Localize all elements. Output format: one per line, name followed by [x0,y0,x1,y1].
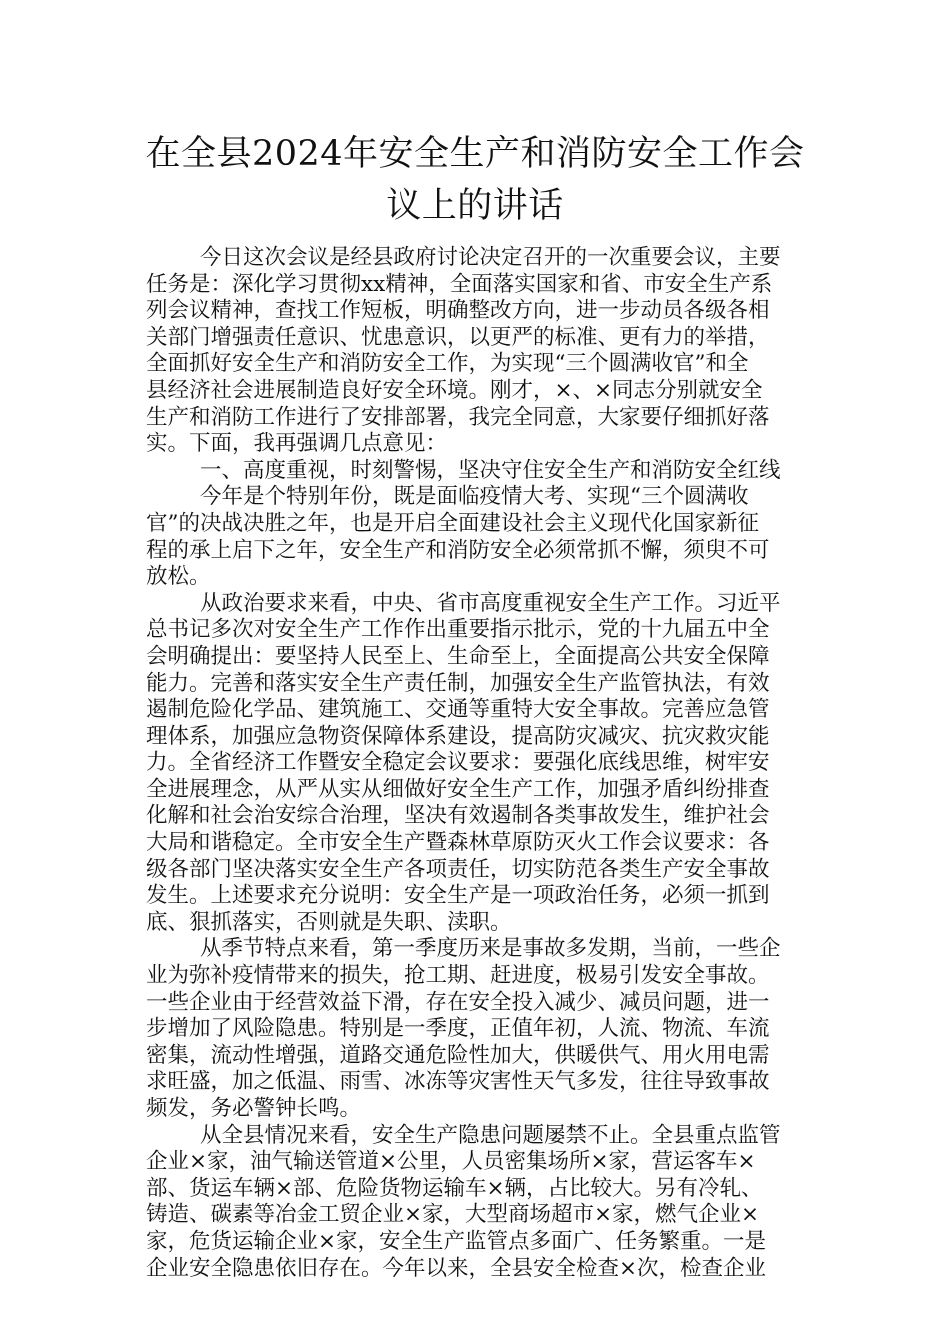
text-line: 企业安全隐患依旧存在。今年以来，全县安全检查×次，检查企业 [146,1255,767,1281]
paragraph [146,936,808,1122]
paragraph [146,484,808,590]
text-line: 今年是个特别年份，既是面临疫情大考、实现“三个圆满收 [200,484,749,510]
text-line: 家，危货运输企业×家，安全生产监管点多面广、任务繁重。一是 [146,1228,767,1254]
text-line: 级各部门坚决落实安全生产各项责任，切实防范各类生产安全事故 [146,856,770,882]
paragraph [146,1123,808,1283]
text-line: 业为弥补疫情带来的损失，抢工期、赶进度，极易引发安全事故。 [146,963,770,989]
text-line: 遏制危险化学品、建筑施工、交通等重特大安全事故。完善应急管 [146,697,770,723]
text-line: 官”的决战决胜之年，也是开启全面建设社会主义现代化国家新征 [146,510,759,536]
title-line: 在全县2024年安全生产和消防安全工作会 [145,134,805,174]
text-line: 从全县情况来看，安全生产隐患问题屡禁不止。全县重点监管 [200,1122,781,1148]
text-line: 求旺盛，加之低温、雨雪、冰冻等灾害性天气多发，往往导致事故 [146,1069,770,1095]
text-line: 会明确提出：要坚持人民至上、生命至上，全面提高公共安全保障 [146,643,770,669]
text-line: 大局和谐稳定。全市安全生产暨森林草原防灭火工作会议要求：各 [146,830,770,856]
document-body [146,245,808,1282]
text-line: 从政治要求来看，中央、省市高度重视安全生产工作。习近平 [200,590,781,616]
text-line: 县经济社会进展制造良好安全环境。刚才，×、×同志分别就安全 [146,377,763,403]
text-line: 放松。 [146,564,211,590]
text-line: 一、高度重视，时刻警惕，坚决守住安全生产和消防安全红线 [200,457,781,483]
text-line: 生产和消防工作进行了安排部署，我完全同意，大家要仔细抓好落 [146,404,770,430]
text-line: 任务是：深化学习贯彻xx精神，全面落实国家和省、市安全生产系 [146,271,773,297]
text-line: 理体系，加强应急物资保障体系建设，提高防灾减灾、抗灾救灾能 [146,723,770,749]
text-line: 企业×家，油气输送管道×公里，人员密集场所×家，营运客车× [146,1149,756,1175]
text-line: 底、狠抓落实，否则就是失职、渎职。 [146,909,512,935]
text-line: 化解和社会治安综合治理，坚决有效遏制各类事故发生，维护社会 [146,803,770,829]
document-title [120,128,830,232]
text-line: 总书记多次对安全生产工作作出重要指示批示，党的十九届五中全 [146,617,770,643]
paragraph-intro [146,245,808,458]
text-line: 关部门增强责任意识、忧患意识，以更严的标准、更有力的举措， [146,324,770,350]
text-line: 程的承上启下之年，安全生产和消防安全必须常抓不懈，须臾不可 [146,537,770,563]
text-line: 从季节特点来看，第一季度历来是事故多发期，当前，一些企 [200,936,781,962]
text-line: 力。全省经济工作暨安全稳定会议要求：要强化底线思维，树牢安 [146,750,770,776]
text-line: 部、货运车辆×部、危险货物运输车×辆，占比较大。另有冷轧、 [146,1175,763,1201]
text-line: 密集，流动性增强，道路交通危险性加大，供暖供气、用火用电需 [146,1042,770,1068]
text-line: 全进展理念，从严从实从细做好安全生产工作，加强矛盾纠纷排查 [146,776,770,802]
text-line: 实。下面，我再强调几点意见： [146,431,448,457]
text-line: 今日这次会议是经县政府讨论决定召开的一次重要会议，主要 [200,245,781,270]
text-line: 一些企业由于经营效益下滑，存在安全投入减少、减员问题，进一 [146,989,770,1015]
text-line: 能力。完善和落实安全生产责任制，加强安全生产监管执法，有效 [146,670,770,696]
text-line: 频发，务必警钟长鸣。 [146,1096,362,1121]
text-line: 发生。上述要求充分说明：安全生产是一项政治任务，必须一抓到 [146,883,770,909]
text-line: 步增加了风险隐患。特别是一季度，正值年初，人流、物流、车流 [146,1016,770,1042]
paragraph [146,591,808,937]
text-line: 铸造、碳素等冶金工贸企业×家，大型商场超市×家，燃气企业× [146,1202,760,1228]
title-line: 议上的讲话 [386,186,564,226]
section-heading [146,458,808,485]
text-line: 列会议精神，查找工作短板，明确整改方向，进一步动员各级各相 [146,298,770,324]
text-line: 全面抓好安全生产和消防安全工作，为实现“三个圆满收官”和全 [146,351,749,377]
